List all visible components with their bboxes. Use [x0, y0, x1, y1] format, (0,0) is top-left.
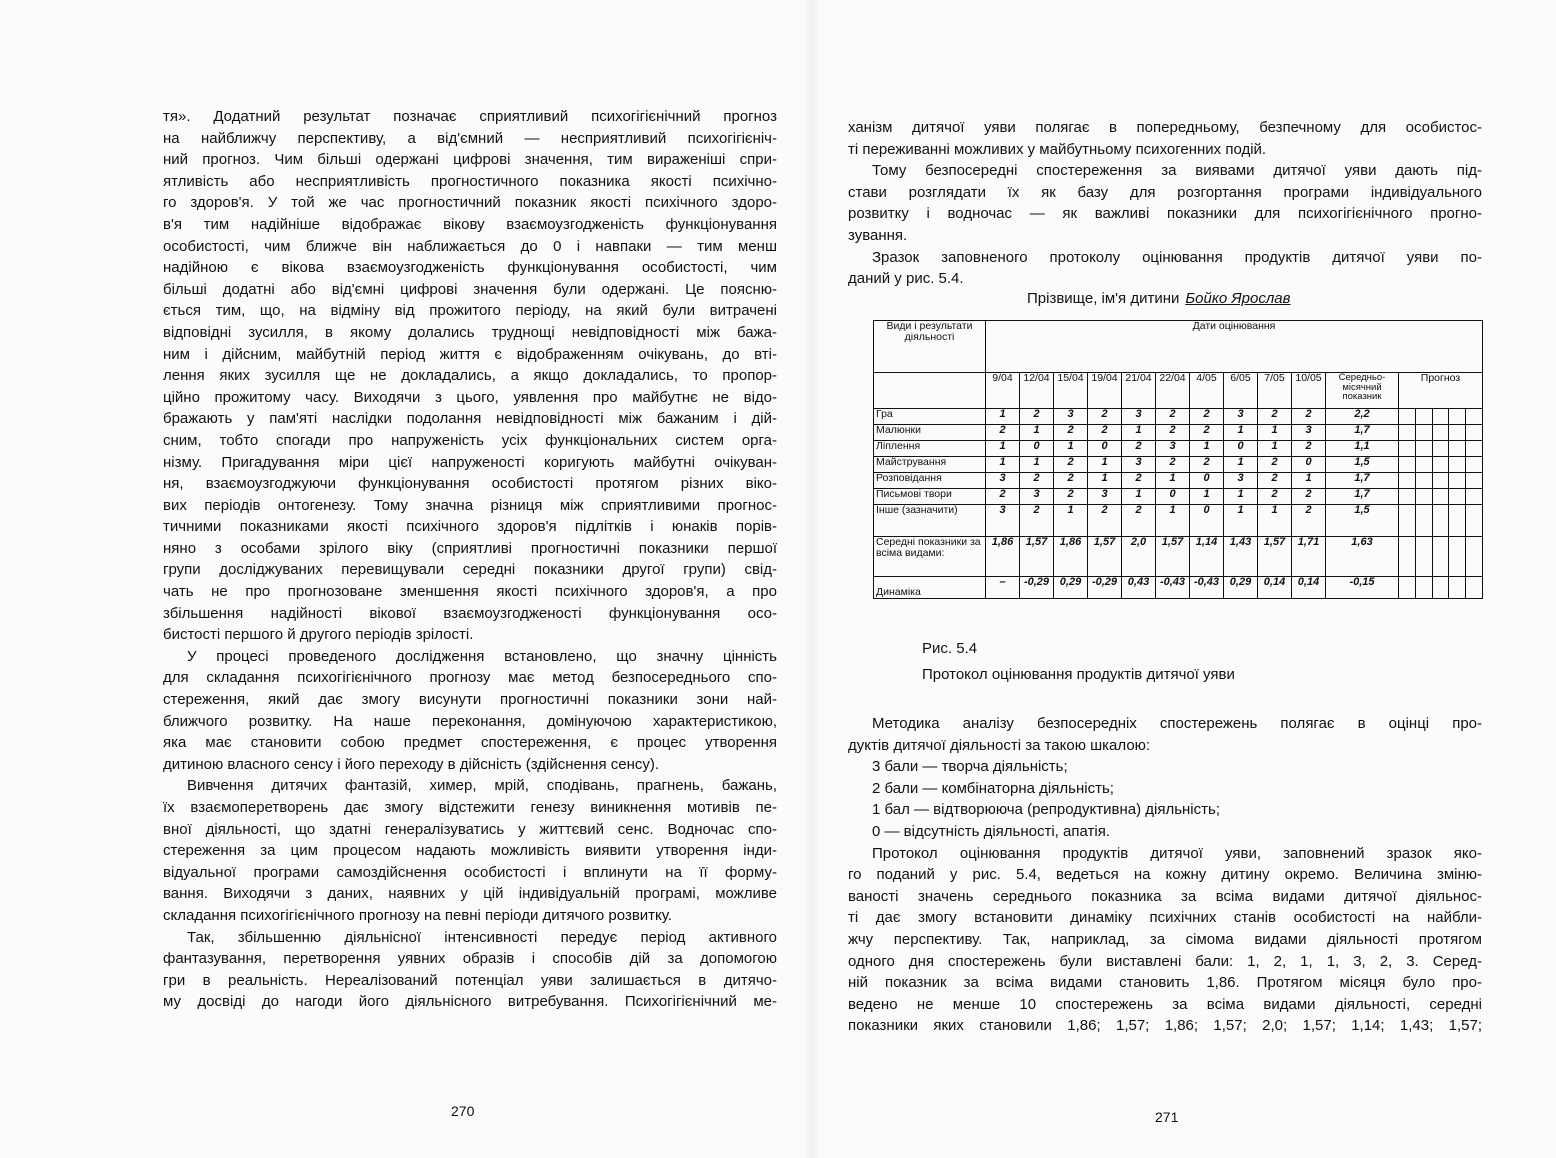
forecast-cell — [1415, 537, 1432, 577]
score-cell: 2 — [1088, 409, 1122, 425]
date-header: 22/04 — [1156, 373, 1190, 409]
text-line: чать не про прогнозоване зменшення якості психічного здоров'я, а про — [163, 583, 777, 601]
score-cell: 2 — [1054, 489, 1088, 505]
monthly-average-cell: 1,5 — [1326, 505, 1399, 537]
text-line: ті дає змогу встановити динаміку психічних станів особистості на найбли- — [848, 909, 1482, 927]
table-row — [874, 409, 1483, 425]
score-cell: 2 — [1258, 457, 1292, 473]
text-line: Тому безпосередні спостереження за виявами дитячої уяви дають під- — [872, 162, 1482, 180]
score-cell: 2 — [1292, 441, 1326, 457]
score-cell: 1 — [1224, 489, 1258, 505]
monthly-average-cell: 1,1 — [1326, 441, 1399, 457]
text-line: ційно прожитому часу. Виходячи з цього, уявлення про майбутнє не відо- — [163, 388, 777, 406]
forecast-cell — [1415, 457, 1432, 473]
forecast-cell — [1399, 457, 1416, 473]
forecast-cell — [1415, 489, 1432, 505]
score-cell: 2 — [1258, 409, 1292, 425]
text-line: ється тим, що, на відміну від прожитого періоду, на який були витрачені — [163, 302, 777, 320]
monthly-average-cell: 1,5 — [1326, 457, 1399, 473]
score-cell: 1 — [1224, 505, 1258, 537]
row-label: Динаміка — [874, 577, 986, 599]
forecast-cell — [1449, 489, 1466, 505]
score-cell: 1 — [1224, 457, 1258, 473]
text-line: тя». Додатний результат позначає сприятливий психогігієнічний прогноз — [163, 108, 777, 125]
text-line: в'я тим надійніше відображає вікову взаємоузгодженість функціонування — [163, 215, 777, 233]
score-cell: -0,43 — [1156, 577, 1190, 599]
text-line: зування. — [848, 226, 908, 244]
score-cell: 3 — [1292, 425, 1326, 441]
score-cell: 0,14 — [1258, 577, 1292, 599]
table-row — [874, 441, 1483, 457]
header-row — [874, 321, 1483, 373]
text-line: 3 бали — творча діяльність; — [872, 758, 1068, 776]
score-cell: -0,43 — [1190, 577, 1224, 599]
forecast-cell — [1399, 489, 1416, 505]
forecast-cell — [1399, 441, 1416, 457]
score-cell: 1 — [1020, 425, 1054, 441]
text-line: гри в реальність. Нереалізований потенціал уяви залишається в дитячо- — [163, 971, 777, 989]
text-line: ятливість або несприятливість прогностичного показника якості психічно- — [163, 172, 777, 190]
text-line: ним і дійсним, майбутній період життя є відображенням очікувань, до вті- — [163, 345, 777, 363]
score-cell: 3 — [1224, 473, 1258, 489]
table-row — [874, 457, 1483, 473]
text-line: тичними показниками якості психічного здоров'я підлітків і юнаків порів- — [163, 518, 777, 536]
score-cell: 1 — [1122, 489, 1156, 505]
score-cell: 2 — [1020, 473, 1054, 489]
forecast-cell — [1399, 577, 1416, 599]
monthly-average-cell: -0,15 — [1326, 577, 1399, 599]
text-line: бистості першого й другого періодів зрілості. — [163, 626, 474, 644]
forecast-cell — [1466, 425, 1483, 441]
table-row — [874, 425, 1483, 441]
text-line: У процесі проведеного дослідження встановлено, що значну цінність — [187, 647, 777, 665]
date-header: 9/04 — [986, 373, 1020, 409]
score-cell: 3 — [1224, 409, 1258, 425]
forecast-cell — [1466, 441, 1483, 457]
table-row — [874, 577, 1483, 599]
score-cell: – — [986, 577, 1020, 599]
score-cell: 2 — [1292, 489, 1326, 505]
forecast-cell — [1432, 577, 1449, 599]
score-cell: 1 — [986, 441, 1020, 457]
text-line: показники яких становили 1,86; 1,57; 1,86; 1,57; 2,0; 1,57; 1,14; 1,43; 1,57; — [848, 1017, 1482, 1035]
text-line: вної діяльності, що здатні генералізуватись у життєвий сенс. Водночас спо- — [163, 820, 777, 838]
forecast-cell — [1399, 409, 1416, 425]
score-cell: 1 — [1224, 425, 1258, 441]
text-line: нізму. Пригадування міри цієї напруженості коригують майбутні очікуван- — [163, 453, 777, 471]
text-line: Вивчення дитячих фантазій, химер, мрій, сподівань, прагнень, бажань, — [187, 777, 777, 795]
score-cell: 1,86 — [1054, 537, 1088, 577]
score-cell: 2 — [1122, 441, 1156, 457]
child-name-caption — [1027, 290, 1320, 307]
monthly-average-header: Середньо-місячний показник — [1326, 373, 1399, 409]
text-line: го здоров'я. У той же час прогностичний показник якості психічного здоро- — [163, 194, 777, 212]
text-line: відуальної програми самоздійснення особистості і вплинути на її форму- — [163, 863, 777, 881]
row-label: Письмові твори — [874, 489, 986, 505]
score-cell: 2 — [1258, 473, 1292, 489]
row-label: Середні показники за всіма видами: — [874, 537, 986, 577]
score-cell: 0,29 — [1224, 577, 1258, 599]
text-line: стереження, який дає змогу висунути прогностичні показники зони най- — [163, 691, 777, 709]
score-cell: 3 — [1156, 441, 1190, 457]
date-header: 10/05 — [1292, 373, 1326, 409]
right-page-text-bottom — [848, 713, 1482, 1037]
forecast-cell — [1466, 489, 1483, 505]
text-line: му досвіді до нагоди його діяльнісного витребування. Психогігієнічний ме- — [163, 993, 777, 1011]
text-line: Методика аналізу безпосередніх спостережень полягає в оцінці про- — [872, 715, 1482, 732]
forecast-cell — [1449, 537, 1466, 577]
text-line: дитиною власного сенсу і його переходу в дійсність (здійснення сенсу). — [163, 755, 660, 773]
forecast-cell — [1466, 457, 1483, 473]
score-cell: 0 — [1224, 441, 1258, 457]
score-cell: 2 — [986, 425, 1020, 441]
text-line: стереження за цим процесом надають можливість виявити утворення інди- — [163, 842, 777, 860]
date-header: 19/04 — [1088, 373, 1122, 409]
date-header: 6/05 — [1224, 373, 1258, 409]
text-line: одного дня спостережень були виставлені бали: 1, 2, 1, 1, 3, 2, 3. Серед- — [848, 952, 1482, 970]
text-line: жчу перспективу. Так, наприклад, за сімома видами діяльності протягом — [848, 930, 1482, 948]
text-line: стави розглядати їх як базу для розгортання програми індивідуального — [848, 183, 1482, 201]
score-cell: 1 — [1258, 441, 1292, 457]
forecast-cell — [1432, 473, 1449, 489]
forecast-cell — [1432, 457, 1449, 473]
score-cell: 1 — [1122, 425, 1156, 441]
text-line: ведено не менше 10 спостережень за всіма видами діяльності, середні — [848, 995, 1482, 1013]
row-label: Ліплення — [874, 441, 986, 457]
row-label: Гра — [874, 409, 986, 425]
child-name-label: Прізвище, ім'я дитини — [1027, 290, 1180, 307]
score-cell: 2 — [1292, 505, 1326, 537]
score-cell: 1,43 — [1224, 537, 1258, 577]
text-line: складання психогігієнічного прогнозу на певні періоди дитячого розвитку. — [163, 906, 672, 924]
text-line: Зразок заповненого протоколу оцінювання продуктів дитячої уяви по- — [872, 248, 1482, 266]
page-number-left: 270 — [451, 1103, 475, 1119]
text-line: фантазування, перетворення уявних образів і способів дій за допомогою — [163, 950, 777, 968]
row-label: Інше (зазначити) — [874, 505, 986, 537]
forecast-cell — [1415, 505, 1432, 537]
score-cell: 1 — [1088, 473, 1122, 489]
table-row — [874, 505, 1483, 537]
text-line: групи досліджуваних перевищували середні показники другої групи) свід- — [163, 561, 777, 579]
score-cell: 2 — [1054, 473, 1088, 489]
forecast-header: Прогноз — [1399, 373, 1483, 409]
text-line: даний у рис. 5.4. — [848, 270, 964, 288]
forecast-cell — [1432, 441, 1449, 457]
text-line: розвитку і водночас — як важливі показники для психогігієнічного прогно- — [848, 205, 1482, 223]
score-cell: 3 — [1020, 489, 1054, 505]
score-cell: 1,57 — [1258, 537, 1292, 577]
date-header: 4/05 — [1190, 373, 1224, 409]
text-line: вих періодів онтогенезу. Тому значна різниця між сприятливими прогнос- — [163, 496, 777, 514]
text-line: ний прогноз. Чим більші одержані цифрові значення, тим вираженіші спри- — [163, 151, 777, 169]
right-page-text-top — [848, 117, 1482, 290]
score-cell: 2 — [1020, 505, 1054, 537]
forecast-cell — [1415, 441, 1432, 457]
forecast-cell — [1399, 537, 1416, 577]
forecast-cell — [1449, 409, 1466, 425]
forecast-cell — [1399, 505, 1416, 537]
forecast-cell — [1449, 577, 1466, 599]
forecast-cell — [1466, 505, 1483, 537]
monthly-average-cell: 1,7 — [1326, 425, 1399, 441]
score-cell: 1 — [1088, 457, 1122, 473]
score-cell: 2 — [1258, 489, 1292, 505]
score-cell: 1 — [1156, 505, 1190, 537]
corner-header: Види і результати діяльності — [874, 321, 986, 373]
text-line: ті переживанні можливих у майбутньому психогенних подій. — [848, 140, 1267, 158]
score-cell: 1 — [1190, 441, 1224, 457]
score-cell: 1,57 — [1156, 537, 1190, 577]
score-cell: 3 — [986, 505, 1020, 537]
forecast-cell — [1399, 473, 1416, 489]
score-cell: 1 — [1054, 505, 1088, 537]
score-cell: 2 — [1190, 409, 1224, 425]
text-line: на найближчу перспективу, а від'ємний — несприятливий психогігієніч- — [163, 129, 777, 147]
score-cell: 1,71 — [1292, 537, 1326, 577]
forecast-cell — [1449, 441, 1466, 457]
forecast-cell — [1432, 425, 1449, 441]
forecast-cell — [1449, 505, 1466, 537]
monthly-average-cell: 1,7 — [1326, 473, 1399, 489]
score-cell: -0,29 — [1088, 577, 1122, 599]
score-cell: 2 — [1088, 425, 1122, 441]
text-line: вання. Виходячи з даних, наявних у цій індивідуальній програмі, можливе — [163, 885, 777, 903]
forecast-cell — [1432, 409, 1449, 425]
score-cell: 3 — [986, 473, 1020, 489]
score-cell: 2 — [1054, 425, 1088, 441]
forecast-cell — [1432, 489, 1449, 505]
score-cell: 1 — [1258, 425, 1292, 441]
forecast-cell — [1449, 457, 1466, 473]
monthly-average-cell: 1,63 — [1326, 537, 1399, 577]
score-cell: 1,57 — [1088, 537, 1122, 577]
text-line: ханізм дитячої уяви полягає в попередньому, безпечному для особистос- — [848, 119, 1482, 136]
forecast-cell — [1466, 537, 1483, 577]
score-cell: 1 — [1054, 441, 1088, 457]
score-cell: 2,0 — [1122, 537, 1156, 577]
text-line: більші додатні або від'ємні цифрові значення були одержані. Це поясню- — [163, 280, 777, 298]
text-line: 2 бали — комбінаторна діяльність; — [872, 779, 1114, 797]
score-cell: 2 — [1122, 505, 1156, 537]
score-cell: 3 — [1122, 457, 1156, 473]
child-name-value: Бойко Ярослав — [1185, 290, 1291, 307]
score-cell: 2 — [1122, 473, 1156, 489]
forecast-cell — [1415, 473, 1432, 489]
forecast-cell — [1399, 425, 1416, 441]
score-cell: 2 — [1054, 457, 1088, 473]
figure-number: Рис. 5.4 — [922, 640, 978, 657]
dates-row — [874, 373, 1483, 409]
score-cell: 0,29 — [1054, 577, 1088, 599]
left-page-text — [163, 106, 777, 1013]
book-gutter — [805, 0, 819, 1158]
empty-cell — [874, 373, 986, 409]
text-line: дуктів дитячої діяльності за такою шкалою: — [848, 736, 1151, 754]
page-number-right: 271 — [1155, 1109, 1179, 1125]
score-cell: 2 — [1020, 409, 1054, 425]
text-line: няно з особами зрілого віку (сприятливі прогностичні показники першої — [163, 539, 777, 557]
score-cell: 1 — [1020, 457, 1054, 473]
forecast-cell — [1415, 577, 1432, 599]
text-line: для складання психогігієнічного прогнозу має метод безпосереднього спо- — [163, 669, 777, 687]
forecast-cell — [1432, 537, 1449, 577]
forecast-cell — [1449, 473, 1466, 489]
score-cell: 1 — [1258, 505, 1292, 537]
text-line: Так, збільшенню діяльнісної інтенсивності передує період активного — [187, 928, 777, 946]
text-line: ній показник за всіма видами становить 1,86. Протягом місяця було про- — [848, 974, 1482, 992]
score-cell: 2 — [1156, 425, 1190, 441]
monthly-average-cell: 1,7 — [1326, 489, 1399, 505]
score-cell: 1 — [1156, 473, 1190, 489]
text-line: лення яких зусилля ще не докладались, а якщо докладались, то пропор- — [163, 367, 777, 385]
score-cell: 2 — [1292, 409, 1326, 425]
score-cell: 0 — [1156, 489, 1190, 505]
row-label: Майстрування — [874, 457, 986, 473]
row-label: Малюнки — [874, 425, 986, 441]
score-cell: 1 — [1292, 473, 1326, 489]
text-line: їх взаємоперетворень дає змогу відстежити генезу виникнення мотивів пе- — [163, 799, 777, 816]
score-cell: 1,86 — [986, 537, 1020, 577]
score-cell: 2 — [1088, 505, 1122, 537]
text-line: відповідні зусилля, в якому долались труднощі невідповідності між бажа- — [163, 323, 777, 341]
forecast-cell — [1466, 409, 1483, 425]
text-line: 1 бал — відтворююча (репродуктивна) діяльність; — [872, 801, 1220, 819]
forecast-cell — [1449, 425, 1466, 441]
score-cell: 0 — [1088, 441, 1122, 457]
text-line: надійною є вікова взаємоузгодженість функціонування особистості, чим — [163, 259, 777, 277]
score-cell: 2 — [1156, 409, 1190, 425]
score-cell: 1 — [1190, 489, 1224, 505]
monthly-average-cell: 2,2 — [1326, 409, 1399, 425]
text-line: збільшення надійності вікової взаємоузгодженості функціонування осо- — [163, 604, 777, 622]
text-line: ближчого розвитку. На наше переконання, домінуючою характеристикою, — [163, 712, 777, 730]
text-line: яка має становити собою предмет спостереження, є процес утворення — [163, 734, 777, 752]
text-line: особистості, чим ближче він наближається до 0 і навпаки — тим менш — [163, 237, 777, 255]
score-cell: 1,57 — [1020, 537, 1054, 577]
score-cell: 3 — [1088, 489, 1122, 505]
text-line: сним, тобто спогади про напруженість усіх функціональних систем орга- — [163, 431, 777, 449]
table-row — [874, 537, 1483, 577]
score-cell: 2 — [1190, 425, 1224, 441]
table-row — [874, 489, 1483, 505]
score-cell: 2 — [1156, 457, 1190, 473]
table-row — [874, 473, 1483, 489]
score-cell: 2 — [986, 489, 1020, 505]
score-cell: 1 — [986, 409, 1020, 425]
forecast-cell — [1466, 473, 1483, 489]
dates-header: Дати оцінювання — [986, 321, 1483, 373]
forecast-cell — [1432, 505, 1449, 537]
score-cell: 3 — [1122, 409, 1156, 425]
row-label: Розповідання — [874, 473, 986, 489]
score-cell: 1,14 — [1190, 537, 1224, 577]
score-cell: 2 — [1190, 457, 1224, 473]
forecast-cell — [1415, 409, 1432, 425]
figure-title: Протокол оцінювання продуктів дитячої уяви — [922, 666, 1235, 683]
text-line: ня, взаємоузгоджуючи функціонування особистості протягом різних віко- — [163, 475, 777, 493]
forecast-cell — [1466, 577, 1483, 599]
forecast-cell — [1415, 425, 1432, 441]
score-cell: 3 — [1054, 409, 1088, 425]
evaluation-protocol-table — [873, 320, 1483, 599]
text-line: го поданий у рис. 5.4, ведеться на кожну дитину окремо. Величина зміню- — [848, 866, 1482, 884]
text-line: 0 — відсутність діяльності, апатія. — [872, 822, 1110, 840]
score-cell: -0,29 — [1020, 577, 1054, 599]
score-cell: 0,43 — [1122, 577, 1156, 599]
score-cell: 0 — [1190, 505, 1224, 537]
score-cell: 0,14 — [1292, 577, 1326, 599]
score-cell: 0 — [1190, 473, 1224, 489]
date-header: 21/04 — [1122, 373, 1156, 409]
score-cell: 1 — [986, 457, 1020, 473]
text-line: Протокол оцінювання продуктів дитячої уяви, заповнений зразок яко- — [872, 844, 1482, 862]
date-header: 15/04 — [1054, 373, 1088, 409]
text-line: ваності значень середнього показника за всіма видами дитячої діяльнос- — [848, 887, 1482, 905]
score-cell: 0 — [1020, 441, 1054, 457]
score-cell: 0 — [1292, 457, 1326, 473]
date-header: 12/04 — [1020, 373, 1054, 409]
date-header: 7/05 — [1258, 373, 1292, 409]
text-line: бражають у пам'яті наслідки подолання невідповідності між бажаним і дій- — [163, 410, 777, 428]
